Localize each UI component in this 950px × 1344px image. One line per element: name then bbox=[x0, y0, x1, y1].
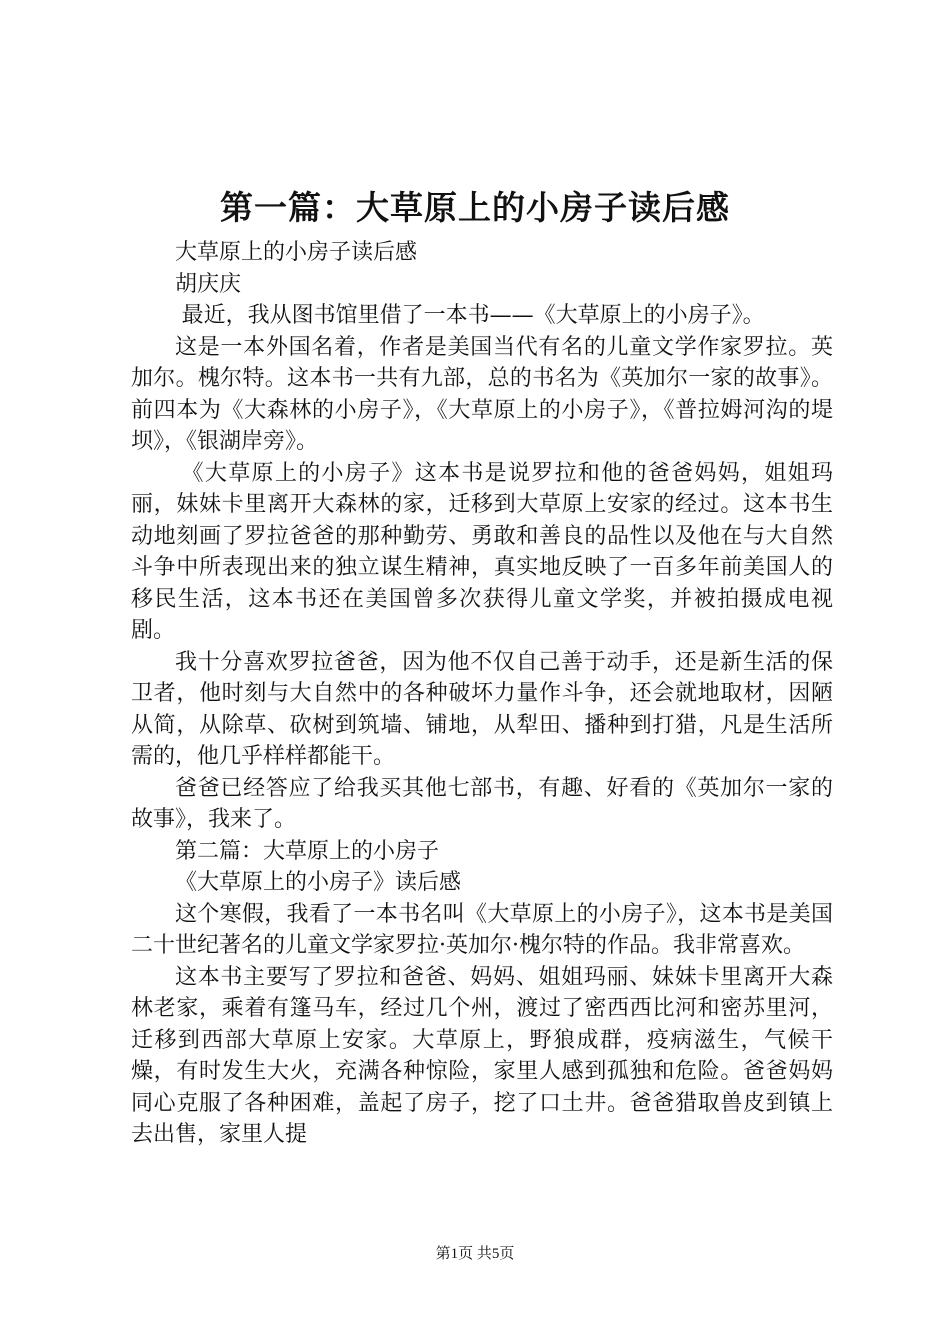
paragraph: 爸爸已经答应了给我买其他七部书，有趣、好看的《英加尔一家的故事》，我来了。 bbox=[131, 775, 833, 832]
section-heading: 第二篇：大草原上的小房子 bbox=[175, 838, 440, 864]
document-title: 第一篇：大草原上的小房子读后感 bbox=[220, 188, 730, 227]
paragraph: 最近，我从图书馆里借了一本书——《大草原上的小房子》。 bbox=[181, 303, 765, 328]
paragraph: 这个寒假，我看了一本书名叫《大草原上的小房子》，这本书是美国二十世纪著名的儿童文学家罗拉·英加尔·槐尔特的作品。我非常喜欢。 bbox=[131, 901, 833, 958]
paragraph: 这本书主要写了罗拉和爸爸、妈妈、姐姐玛丽、妹妹卡里离开大森林老家，乘着有篷马车，经过几个州，渡过了密西西比河和密苏里河，迁移到西部大草原上安家。大草原上，野狼成群，疫病滋生，气候干燥，有时发生大火，充满各种惊险，家里人感到孤独和危险。爸爸妈妈同心克服了各种困难，盖起了房子，挖了口土井。爸爸猎取兽皮到镇上去出售，家里人提 bbox=[131, 964, 833, 1147]
paragraph: 我十分喜欢罗拉爸爸，因为他不仅自己善于动手，还是新生活的保卫者，他时刻与大自然中的各种破坏力量作斗争，还会就地取材，因陋从简，从除草、砍树到筑墙、铺地，从犁田、播种到打猎，凡是生活所需的，他几乎样样都能干。 bbox=[131, 649, 833, 769]
subtitle: 大草原上的小房子读后感 bbox=[175, 240, 418, 265]
paragraph: 《大草原上的小房子》这本书是说罗拉和他的爸爸妈妈，姐姐玛丽，妹妹卡里离开大森林的家，迁移到大草原上安家的经过。这本书生动地刻画了罗拉爸爸的那种勤劳、勇敢和善良的品性以及他在与大自然斗争中所表现出来的独立谋生精神，真实地反映了一百多年前美国人的移民生活，这本书还在美国曾多次获得儿童文学奖，并被拍摄成电视剧。 bbox=[131, 460, 833, 643]
paragraph: 这是一本外国名着，作者是美国当代有名的儿童文学作家罗拉。英加尔。槐尔特。这本书一共有九部，总的书名为《英加尔一家的故事》。前四本为《大森林的小房子》，《大草原上的小房子》，《普拉姆河沟的堤坝》，《银湖岸旁》。 bbox=[131, 334, 833, 454]
author-name: 胡庆庆 bbox=[175, 271, 242, 297]
page-footer: 第1页 共5页 bbox=[435, 1246, 515, 1262]
document-body bbox=[131, 237, 833, 1151]
section-subtitle: 《大草原上的小房子》读后感 bbox=[175, 870, 462, 895]
